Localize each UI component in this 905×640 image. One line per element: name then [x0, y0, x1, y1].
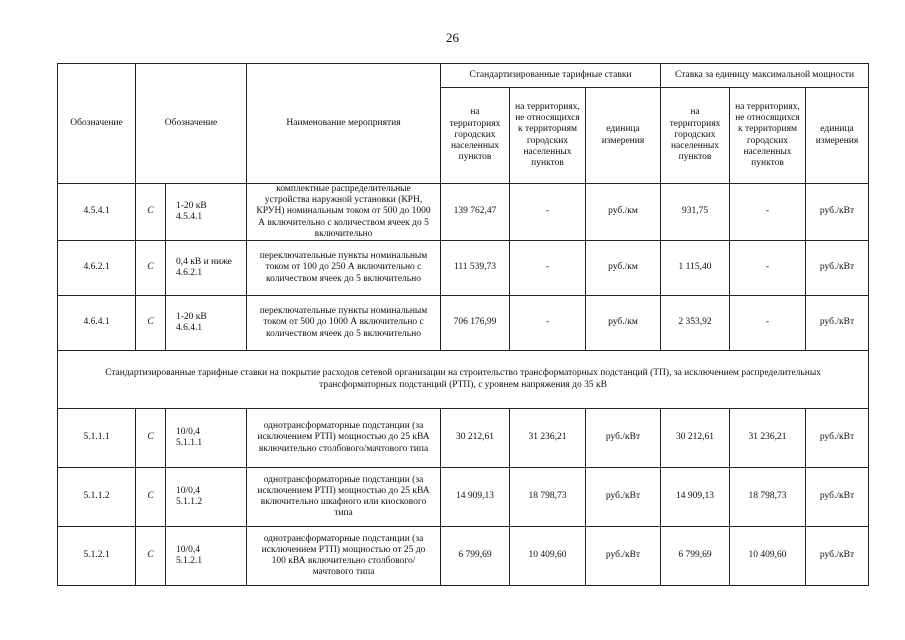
subheader-unit: единица измерения [586, 88, 661, 184]
row-symbol: С [136, 241, 166, 296]
row-code: 5.1.2.1 [58, 527, 136, 586]
header-designation-2: Обозначение [136, 64, 247, 184]
row-event-name: однотрансформаторные подстанции (за исключением РТП) мощностью до 25 кВА включительно столбового/мачтового типа [247, 409, 441, 468]
table-row [58, 527, 869, 586]
table-body-part1 [58, 184, 869, 351]
row-power-unit: руб./кВт [806, 184, 869, 241]
row-event-name: переключательные пункты номинальным током от 500 до 1000 А включительно с количеством ячеек до 5 включительно [247, 296, 441, 351]
row-power-non-urban: 10 409,60 [730, 527, 806, 586]
row-event-name: комплектные распределительные устройства наружной установки (КРН, КРУН) номинальным током от 500 до 1000 А включительно с количеством ячеек до 5 включительно [247, 184, 441, 241]
row-rate-non-urban: 18 798,73 [510, 468, 586, 527]
row-event-name: переключательные пункты номинальным током от 100 до 250 А включительно с количеством ячеек до 5 включительно [247, 241, 441, 296]
table-body-part2 [58, 409, 869, 586]
subheader-urban: на территориях городских населенных пунктов [661, 88, 730, 184]
row-rate-unit: руб./кВт [586, 527, 661, 586]
table-row [58, 184, 869, 241]
row-voltage-level: 1-20 кВ [176, 311, 207, 322]
row-rate-urban: 111 539,73 [441, 241, 510, 296]
row-power-non-urban: 18 798,73 [730, 468, 806, 527]
table-row [58, 409, 869, 468]
row-symbol: С [136, 184, 166, 241]
tariff-table [57, 63, 869, 586]
row-subcode: 4.6.2.1 [176, 268, 203, 279]
row-voltage-level: 10/0,4 [176, 485, 201, 496]
row-rate-urban: 706 176,99 [441, 296, 510, 351]
row-symbol: С [136, 296, 166, 351]
subheader-urban: на территориях городских населенных пунктов [441, 88, 510, 184]
row-rate-non-urban: 31 236,21 [510, 409, 586, 468]
row-symbol: С [136, 409, 166, 468]
row-code: 4.6.4.1 [58, 296, 136, 351]
row-rate-non-urban: - [510, 184, 586, 241]
header-group-max-power-rate: Ставка за единицу максимальной мощности [661, 64, 869, 88]
row-power-urban: 931,75 [661, 184, 730, 241]
header-group-tariff-rates: Стандартизированные тарифные ставки [441, 64, 661, 88]
row-power-non-urban: - [730, 296, 806, 351]
row-rate-unit: руб./кВт [586, 468, 661, 527]
row-voltage-level: 1-20 кВ [176, 200, 207, 211]
table-row [58, 468, 869, 527]
row-voltage-code [166, 409, 247, 468]
row-code: 4.5.4.1 [58, 184, 136, 241]
row-subcode: 5.1.1.1 [176, 438, 203, 449]
table-header [58, 64, 869, 184]
row-power-unit: руб./кВт [806, 468, 869, 527]
row-event-name: однотрансформаторные подстанции (за исключением РТП) мощностью от 25 до 100 кВА включительно столбового/мачтового типа [247, 527, 441, 586]
table-row [58, 241, 869, 296]
row-rate-unit: руб./кВт [586, 409, 661, 468]
row-power-non-urban: - [730, 241, 806, 296]
row-rate-non-urban: - [510, 241, 586, 296]
row-voltage-code [166, 296, 247, 351]
row-symbol: С [136, 527, 166, 586]
row-rate-unit: руб./км [586, 296, 661, 351]
row-code: 4.6.2.1 [58, 241, 136, 296]
table-section [58, 351, 869, 409]
subheader-non-urban: на территориях, не относящихся к территориям городских населенных пунктов [730, 88, 806, 184]
row-subcode: 4.5.4.1 [176, 212, 203, 222]
row-voltage-level: 10/0,4 [176, 426, 201, 437]
row-rate-unit: руб./км [586, 241, 661, 296]
row-subcode: 4.6.4.1 [176, 323, 203, 334]
row-voltage-code [166, 241, 247, 296]
header-event-name: Наименование мероприятия [247, 64, 441, 184]
row-rate-non-urban: - [510, 296, 586, 351]
page-number: 26 [446, 30, 459, 45]
subheader-unit: единица измерения [806, 88, 869, 184]
row-rate-urban: 139 762,47 [441, 184, 510, 241]
row-voltage-level: 0,4 кВ и ниже [176, 256, 232, 267]
row-subcode: 5.1.2.1 [176, 556, 203, 567]
row-power-urban: 14 909,13 [661, 468, 730, 527]
row-power-urban: 1 115,40 [661, 241, 730, 296]
row-voltage-code [166, 184, 247, 241]
row-power-urban: 6 799,69 [661, 527, 730, 586]
row-power-non-urban: 31 236,21 [730, 409, 806, 468]
row-power-unit: руб./кВт [806, 296, 869, 351]
row-event-name: однотрансформаторные подстанции (за исключением РТП) мощностью до 25 кВА включительно шкафного или киоскового типа [247, 468, 441, 527]
row-voltage-code [166, 527, 247, 586]
row-subcode: 5.1.1.2 [176, 497, 203, 508]
row-power-unit: руб./кВт [806, 241, 869, 296]
row-voltage-level: 10/0,4 [176, 544, 201, 555]
row-rate-urban: 6 799,69 [441, 527, 510, 586]
row-power-urban: 30 212,61 [661, 409, 730, 468]
row-power-non-urban: - [730, 184, 806, 241]
row-rate-unit: руб./км [586, 184, 661, 241]
row-rate-non-urban: 10 409,60 [510, 527, 586, 586]
table-row [58, 296, 869, 351]
header-designation: Обозначение [58, 64, 136, 184]
row-power-urban: 2 353,92 [661, 296, 730, 351]
row-power-unit: руб./кВт [806, 527, 869, 586]
row-rate-urban: 30 212,61 [441, 409, 510, 468]
row-rate-urban: 14 909,13 [441, 468, 510, 527]
row-code: 5.1.1.1 [58, 409, 136, 468]
subheader-non-urban: на территориях, не относящихся к территориям городских населенных пунктов [510, 88, 586, 184]
row-power-unit: руб./кВт [806, 409, 869, 468]
section-title: Стандартизированные тарифные ставки на покрытие расходов сетевой организации на строительство трансформаторных подстанций (ТП), за исключением распределительных трансформаторных подстанций (РТП), с уровнем напряжения до 35 кВ [58, 351, 869, 409]
row-symbol: С [136, 468, 166, 527]
row-voltage-code [166, 468, 247, 527]
row-code: 5.1.1.2 [58, 468, 136, 527]
